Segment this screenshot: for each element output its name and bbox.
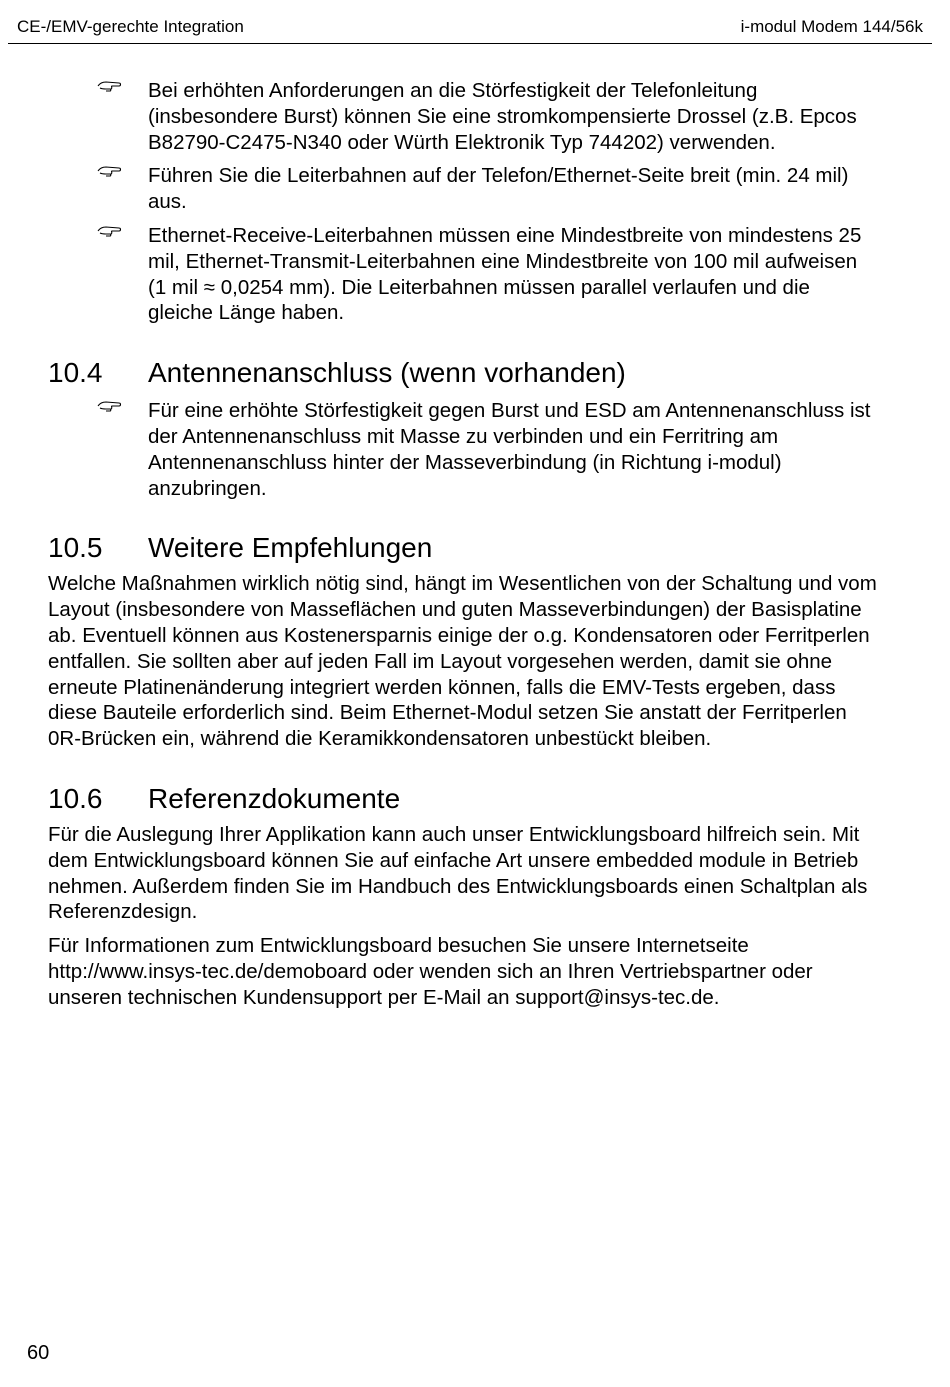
bullet-item <box>48 78 878 155</box>
pointing-hand-icon <box>97 165 123 181</box>
page-header <box>8 0 932 44</box>
section-number: 10.5 <box>48 532 103 564</box>
pointing-hand-icon <box>97 80 123 96</box>
bullet-item <box>48 398 878 501</box>
header-chapter-title: CE-/EMV-gerechte Integration <box>17 17 244 36</box>
body-paragraph: Für die Auslegung Ihrer Applikation kann auch unser Entwicklungsboard hilfreich sein. Mit dem Entwicklungsboard können Sie auf einfache Art unsere embedded module in Betrieb nehmen. Außerdem finden Sie im Handbuch des Entwicklungsboards einen Schaltplan als Referenzdesign. <box>48 822 868 924</box>
section-heading <box>48 782 878 816</box>
bullet-item <box>48 223 878 326</box>
section-heading <box>48 531 878 565</box>
body-paragraph: Für Informationen zum Entwicklungsboard besuchen Sie unsere Internetseite http://www.insys-tec.de/demoboard oder wenden sich an Ihren Vertriebspartner oder unseren technischen Kundensupport per E-Mail an support@insys-tec.de. <box>48 934 813 1009</box>
page-content <box>48 78 878 1019</box>
section-title: Weitere Empfehlungen <box>148 532 433 564</box>
bullet-text: Ethernet-Receive-Leiterbahnen müssen eine Mindestbreite von mindestens 25 mil, Ethernet-Transmit-Leiterbahnen eine Mindestbreite von 100 mil aufweisen (1 mil ≈ 0,0254 mm). Die Leiterbahnen müssen parallel verlaufen und die gleiche Länge haben. <box>148 223 862 325</box>
header-product-title: i-modul Modem 144/56k <box>740 17 923 36</box>
section-number: 10.4 <box>48 357 103 389</box>
section-number: 10.6 <box>48 782 103 814</box>
bullet-text: Bei erhöhten Anforderungen an die Störfestigkeit der Telefonleitung (insbesondere Burst) können Sie eine stromkompensierte Drossel (z.B. Epcos B82790-C2475-N340 oder Würth Elektronik Typ 744202) verwenden. <box>148 79 857 154</box>
section-heading <box>48 356 878 390</box>
section-title: Referenzdokumente <box>148 782 401 814</box>
page-number: 60 <box>27 1342 50 1364</box>
body-paragraph: Welche Maßnahmen wirklich nötig sind, hängt im Wesentlichen von der Schaltung und vom Layout (insbesondere von Masseflächen und guten Masseverbindungen) der Basisplatine ab. Eventuell können aus Kostenersparnis einige der o.g. Kondensatoren oder Ferritperlen entfallen. Sie sollten aber auf jeden Fall im Layout vorgesehen werden, damit sie ohne erneute Platinenänderung integriert werden können, falls die EMV-Tests ergeben, dass diese Bauteile erforderlich sind. Beim Ethernet-Modul setzen Sie anstatt der Ferritperlen 0R-Brücken ein, während die Keramikkondensatoren unbestückt bleiben. <box>48 572 877 751</box>
bullet-text: Führen Sie die Leiterbahnen auf der Telefon/Ethernet-Seite breit (min. 24 mil) aus. <box>148 164 849 214</box>
pointing-hand-icon <box>97 400 123 416</box>
bullet-item <box>48 163 878 215</box>
section-title: Antennenanschluss (wenn vorhanden) <box>148 357 626 389</box>
bullet-text: Für eine erhöhte Störfestigkeit gegen Burst und ESD am Antennenanschluss ist der Antennenanschluss mit Masse zu verbinden und ein Ferritring am Antennenanschluss hinter der Masseverbindung (in Richtung i-modul) anzubringen. <box>148 399 871 500</box>
pointing-hand-icon <box>97 225 123 241</box>
